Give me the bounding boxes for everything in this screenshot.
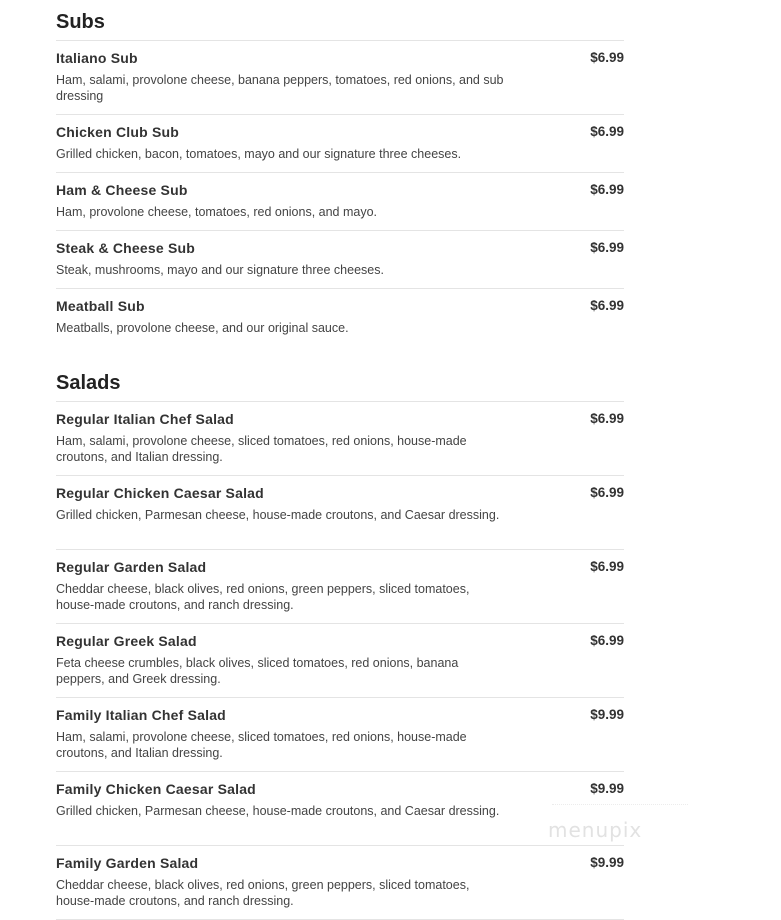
item-price: $9.99 xyxy=(590,707,624,722)
item-price: $6.99 xyxy=(590,50,624,65)
item-description: Feta cheese crumbles, black olives, sliced tomatoes, red onions, banana peppers, and Greek dressing. xyxy=(56,656,459,686)
menu xyxy=(56,0,624,920)
menu-item[interactable] xyxy=(56,550,624,624)
item-price: $9.99 xyxy=(590,855,624,870)
item-price: $6.99 xyxy=(590,298,624,313)
item-description: Cheddar cheese, black olives, red onions, green peppers, sliced tomatoes, house-made croutons, and ranch dressing. xyxy=(56,582,470,612)
menu-item[interactable] xyxy=(56,476,624,550)
item-price: $6.99 xyxy=(590,633,624,648)
watermark-divider xyxy=(552,804,688,805)
item-price: $9.99 xyxy=(590,781,624,796)
item-description: Ham, provolone cheese, tomatoes, red onions, and mayo. xyxy=(56,205,378,219)
item-description: Meatballs, provolone cheese, and our original sauce. xyxy=(56,321,349,335)
item-description: Ham, salami, provolone cheese, sliced tomatoes, red onions, house-made croutons, and Italian dressing. xyxy=(56,730,467,760)
item-price: $6.99 xyxy=(590,485,624,500)
item-name: Ham & Cheese Sub xyxy=(56,182,188,198)
item-price: $6.99 xyxy=(590,240,624,255)
item-name: Steak & Cheese Sub xyxy=(56,240,195,256)
section-title: Salads xyxy=(56,361,624,402)
item-price: $6.99 xyxy=(590,182,624,197)
item-name: Chicken Club Sub xyxy=(56,124,179,140)
menu-item[interactable] xyxy=(56,231,624,289)
watermark-logo: menupix xyxy=(548,818,643,842)
menu-item[interactable] xyxy=(56,698,624,772)
item-description: Ham, salami, provolone cheese, banana peppers, tomatoes, red onions, and sub dressing xyxy=(56,73,504,103)
item-name: Regular Greek Salad xyxy=(56,633,197,649)
item-name: Regular Italian Chef Salad xyxy=(56,411,234,427)
section-salads xyxy=(56,361,624,920)
item-description: Cheddar cheese, black olives, red onions, green peppers, sliced tomatoes, house-made croutons, and ranch dressing. xyxy=(56,878,470,908)
item-description: Grilled chicken, Parmesan cheese, house-made croutons, and Caesar dressing. xyxy=(56,508,500,522)
item-name: Family Garden Salad xyxy=(56,855,199,871)
item-name: Family Chicken Caesar Salad xyxy=(56,781,256,797)
item-name: Family Italian Chef Salad xyxy=(56,707,226,723)
item-name: Regular Garden Salad xyxy=(56,559,207,575)
item-description: Steak, mushrooms, mayo and our signature three cheeses. xyxy=(56,263,384,277)
menu-item[interactable] xyxy=(56,846,624,920)
section-title: Subs xyxy=(56,0,624,41)
item-price: $6.99 xyxy=(590,559,624,574)
item-name: Regular Chicken Caesar Salad xyxy=(56,485,264,501)
item-price: $6.99 xyxy=(590,124,624,139)
item-price: $6.99 xyxy=(590,411,624,426)
item-name: Italiano Sub xyxy=(56,50,138,66)
menu-item[interactable] xyxy=(56,173,624,231)
menu-item[interactable] xyxy=(56,289,624,347)
menu-item[interactable] xyxy=(56,41,624,115)
item-description: Ham, salami, provolone cheese, sliced tomatoes, red onions, house-made croutons, and Italian dressing. xyxy=(56,434,467,464)
item-description: Grilled chicken, Parmesan cheese, house-made croutons, and Caesar dressing. xyxy=(56,804,500,818)
menu-item[interactable] xyxy=(56,402,624,476)
item-name: Meatball Sub xyxy=(56,298,145,314)
section-subs xyxy=(56,0,624,347)
item-description: Grilled chicken, bacon, tomatoes, mayo and our signature three cheeses. xyxy=(56,147,462,161)
menu-item[interactable] xyxy=(56,624,624,698)
menu-item[interactable] xyxy=(56,115,624,173)
menu-item[interactable] xyxy=(56,772,624,846)
